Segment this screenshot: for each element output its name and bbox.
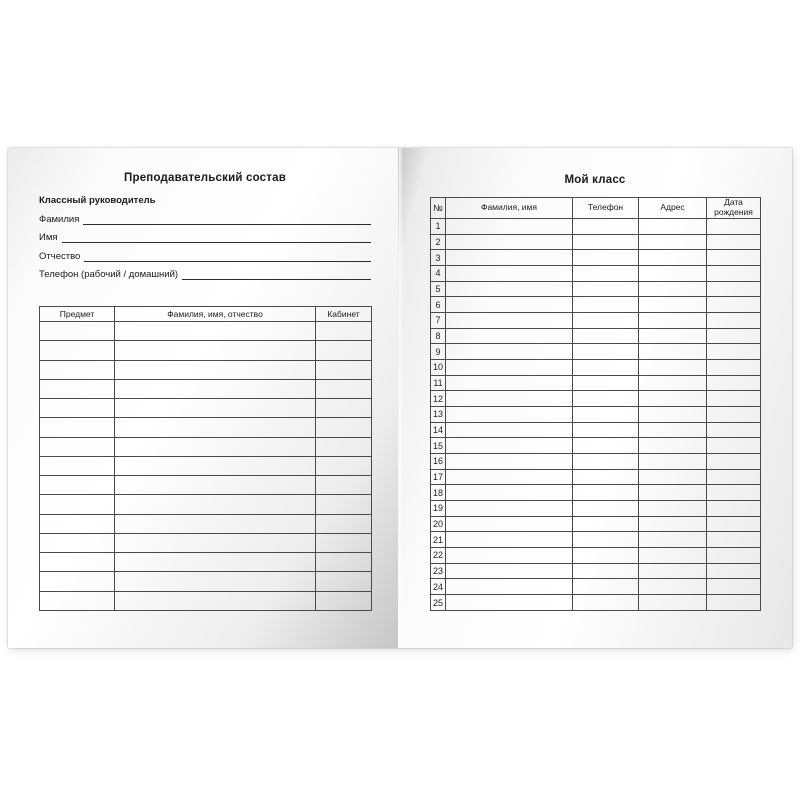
empty-cell	[573, 281, 639, 297]
empty-cell	[707, 438, 761, 454]
class-table-header-row	[431, 198, 761, 219]
empty-cell	[639, 438, 707, 454]
empty-cell	[573, 548, 639, 564]
empty-cell	[573, 532, 639, 548]
empty-cell	[446, 250, 573, 266]
table-row	[431, 375, 761, 391]
empty-cell	[639, 297, 707, 313]
empty-cell	[40, 360, 115, 379]
empty-cell	[573, 328, 639, 344]
empty-cell	[707, 548, 761, 564]
empty-cell	[573, 375, 639, 391]
row-number: 4	[431, 266, 446, 282]
empty-cell	[639, 250, 707, 266]
empty-cell	[316, 322, 372, 341]
empty-cell	[446, 548, 573, 564]
column-header-number: №	[431, 198, 446, 219]
table-row	[431, 219, 761, 235]
column-header-room: Кабинет	[316, 307, 372, 322]
empty-cell	[316, 379, 372, 398]
empty-cell	[639, 595, 707, 611]
class-teacher-fields	[39, 206, 371, 280]
empty-cell	[639, 563, 707, 579]
empty-cell	[115, 360, 316, 379]
row-number: 18	[431, 485, 446, 501]
class-table	[430, 197, 761, 611]
table-row	[431, 563, 761, 579]
table-row	[431, 360, 761, 376]
empty-cell	[573, 454, 639, 470]
empty-cell	[639, 532, 707, 548]
empty-cell	[40, 572, 115, 591]
row-number: 3	[431, 250, 446, 266]
empty-cell	[639, 485, 707, 501]
empty-cell	[446, 375, 573, 391]
empty-cell	[639, 469, 707, 485]
empty-cell	[316, 360, 372, 379]
row-number: 20	[431, 516, 446, 532]
field-label: Фамилия	[39, 213, 80, 225]
empty-cell	[40, 399, 115, 418]
row-number: 14	[431, 422, 446, 438]
empty-cell	[707, 485, 761, 501]
table-row	[431, 313, 761, 329]
empty-cell	[639, 219, 707, 235]
table-row	[40, 437, 372, 456]
empty-cell	[573, 579, 639, 595]
empty-cell	[573, 422, 639, 438]
empty-cell	[115, 437, 316, 456]
empty-cell	[707, 422, 761, 438]
empty-cell	[639, 344, 707, 360]
field-blank-line	[62, 242, 371, 243]
empty-cell	[40, 514, 115, 533]
column-header-phone: Телефон	[573, 198, 639, 219]
empty-cell	[446, 595, 573, 611]
empty-cell	[316, 514, 372, 533]
field-name	[39, 225, 371, 244]
empty-cell	[115, 495, 316, 514]
table-row	[431, 438, 761, 454]
empty-cell	[707, 532, 761, 548]
row-number: 8	[431, 328, 446, 344]
row-number: 10	[431, 360, 446, 376]
empty-cell	[316, 437, 372, 456]
empty-cell	[573, 266, 639, 282]
empty-cell	[115, 553, 316, 572]
page-title: Мой класс	[564, 174, 626, 186]
row-number: 9	[431, 344, 446, 360]
empty-cell	[316, 341, 372, 360]
empty-cell	[316, 591, 372, 610]
table-row	[431, 485, 761, 501]
table-row	[431, 454, 761, 470]
column-header-student-name: Фамилия, имя	[446, 198, 573, 219]
row-number: 21	[431, 532, 446, 548]
empty-cell	[707, 266, 761, 282]
empty-cell	[316, 495, 372, 514]
empty-cell	[40, 456, 115, 475]
table-row	[431, 548, 761, 564]
row-number: 16	[431, 454, 446, 470]
row-number: 6	[431, 297, 446, 313]
page-left	[8, 148, 398, 648]
row-number: 1	[431, 219, 446, 235]
field-label: Имя	[39, 232, 58, 243]
row-number: 24	[431, 579, 446, 595]
empty-cell	[639, 234, 707, 250]
empty-cell	[573, 360, 639, 376]
field-surname	[39, 206, 371, 225]
empty-cell	[573, 391, 639, 407]
empty-cell	[115, 533, 316, 552]
empty-cell	[446, 422, 573, 438]
row-number: 17	[431, 469, 446, 485]
empty-cell	[446, 579, 573, 595]
empty-cell	[573, 297, 639, 313]
table-row	[431, 234, 761, 250]
empty-cell	[573, 219, 639, 235]
table-row	[431, 516, 761, 532]
empty-cell	[40, 553, 115, 572]
empty-cell	[446, 407, 573, 423]
empty-cell	[316, 476, 372, 495]
empty-cell	[446, 438, 573, 454]
table-row	[40, 591, 372, 610]
empty-cell	[639, 391, 707, 407]
empty-cell	[707, 501, 761, 517]
table-row	[431, 469, 761, 485]
empty-cell	[707, 579, 761, 595]
empty-cell	[573, 438, 639, 454]
empty-cell	[40, 322, 115, 341]
empty-cell	[40, 476, 115, 495]
empty-cell	[40, 437, 115, 456]
empty-cell	[639, 407, 707, 423]
section-heading: Классный руководитель	[39, 195, 156, 206]
empty-cell	[707, 595, 761, 611]
empty-cell	[707, 250, 761, 266]
empty-cell	[446, 485, 573, 501]
empty-cell	[446, 454, 573, 470]
table-row	[431, 407, 761, 423]
empty-cell	[115, 514, 316, 533]
empty-cell	[639, 516, 707, 532]
table-row	[431, 501, 761, 517]
empty-cell	[639, 579, 707, 595]
empty-cell	[573, 516, 639, 532]
field-label: Отчество	[39, 250, 81, 262]
empty-cell	[446, 469, 573, 485]
empty-cell	[639, 328, 707, 344]
empty-cell	[639, 548, 707, 564]
empty-cell	[446, 501, 573, 517]
field-label: Телефон (рабочий / домашний)	[39, 269, 179, 280]
empty-cell	[446, 516, 573, 532]
empty-cell	[707, 234, 761, 250]
empty-cell	[446, 234, 573, 250]
row-number: 25	[431, 595, 446, 611]
empty-cell	[316, 553, 372, 572]
empty-cell	[446, 391, 573, 407]
empty-cell	[707, 375, 761, 391]
table-row	[431, 266, 761, 282]
empty-cell	[707, 563, 761, 579]
empty-cell	[115, 379, 316, 398]
table-row	[431, 328, 761, 344]
empty-cell	[639, 422, 707, 438]
table-row	[40, 341, 372, 360]
table-row	[40, 418, 372, 437]
row-number: 23	[431, 563, 446, 579]
empty-cell	[639, 313, 707, 329]
empty-cell	[316, 533, 372, 552]
table-row	[431, 281, 761, 297]
table-row	[40, 476, 372, 495]
column-header-subject: Предмет	[40, 307, 115, 322]
page-title: Преподавательский состав	[124, 172, 286, 184]
row-number: 7	[431, 313, 446, 329]
empty-cell	[446, 281, 573, 297]
table-row	[431, 595, 761, 611]
row-number: 19	[431, 501, 446, 517]
table-row	[40, 399, 372, 418]
staff-table-header-row	[40, 307, 372, 322]
empty-cell	[446, 219, 573, 235]
empty-cell	[316, 572, 372, 591]
empty-cell	[573, 344, 639, 360]
empty-cell	[639, 281, 707, 297]
empty-cell	[115, 476, 316, 495]
row-number: 12	[431, 391, 446, 407]
field-blank-line	[83, 224, 371, 225]
empty-cell	[573, 250, 639, 266]
empty-cell	[707, 344, 761, 360]
empty-cell	[40, 341, 115, 360]
empty-cell	[639, 454, 707, 470]
page-right	[398, 148, 792, 648]
empty-cell	[115, 322, 316, 341]
empty-cell	[707, 297, 761, 313]
empty-cell	[573, 563, 639, 579]
table-row	[431, 250, 761, 266]
class-table-body	[431, 219, 761, 611]
empty-cell	[573, 234, 639, 250]
empty-cell	[707, 281, 761, 297]
staff-table-body	[40, 322, 372, 611]
table-row	[431, 532, 761, 548]
table-row	[431, 579, 761, 595]
empty-cell	[316, 418, 372, 437]
column-header-address: Адрес	[639, 198, 707, 219]
empty-cell	[639, 501, 707, 517]
row-number: 13	[431, 407, 446, 423]
row-number: 15	[431, 438, 446, 454]
diary-spread	[8, 148, 792, 648]
empty-cell	[707, 391, 761, 407]
empty-cell	[573, 469, 639, 485]
empty-cell	[639, 375, 707, 391]
empty-cell	[707, 219, 761, 235]
table-row	[431, 391, 761, 407]
empty-cell	[40, 495, 115, 514]
empty-cell	[115, 572, 316, 591]
table-row	[40, 495, 372, 514]
field-phone	[39, 262, 371, 281]
staff-table	[39, 306, 372, 611]
row-number: 2	[431, 234, 446, 250]
table-row	[40, 514, 372, 533]
empty-cell	[707, 328, 761, 344]
empty-cell	[573, 595, 639, 611]
field-blank-line	[182, 279, 371, 280]
empty-cell	[40, 591, 115, 610]
empty-cell	[316, 456, 372, 475]
empty-cell	[316, 399, 372, 418]
empty-cell	[707, 469, 761, 485]
empty-cell	[446, 360, 573, 376]
empty-cell	[573, 485, 639, 501]
empty-cell	[707, 313, 761, 329]
row-number: 11	[431, 375, 446, 391]
row-number: 5	[431, 281, 446, 297]
table-row	[40, 360, 372, 379]
empty-cell	[446, 344, 573, 360]
empty-cell	[115, 456, 316, 475]
empty-cell	[40, 379, 115, 398]
empty-cell	[573, 407, 639, 423]
empty-cell	[707, 407, 761, 423]
field-patronymic	[39, 243, 371, 262]
empty-cell	[115, 399, 316, 418]
empty-cell	[446, 563, 573, 579]
column-header-birthdate: Дата рождения	[707, 198, 761, 219]
table-row	[431, 344, 761, 360]
column-header-teacher-name: Фамилия, имя, отчество	[115, 307, 316, 322]
empty-cell	[446, 313, 573, 329]
empty-cell	[115, 418, 316, 437]
empty-cell	[707, 360, 761, 376]
empty-cell	[115, 591, 316, 610]
table-row	[431, 422, 761, 438]
empty-cell	[639, 360, 707, 376]
field-blank-line	[84, 261, 371, 262]
empty-cell	[707, 516, 761, 532]
table-row	[40, 322, 372, 341]
empty-cell	[115, 341, 316, 360]
table-row	[40, 379, 372, 398]
empty-cell	[446, 297, 573, 313]
empty-cell	[446, 532, 573, 548]
empty-cell	[639, 266, 707, 282]
table-row	[40, 572, 372, 591]
row-number: 22	[431, 548, 446, 564]
empty-cell	[446, 328, 573, 344]
empty-cell	[707, 454, 761, 470]
empty-cell	[573, 501, 639, 517]
table-row	[431, 297, 761, 313]
empty-cell	[40, 533, 115, 552]
table-row	[40, 456, 372, 475]
empty-cell	[446, 266, 573, 282]
empty-cell	[40, 418, 115, 437]
table-row	[40, 553, 372, 572]
empty-cell	[573, 313, 639, 329]
table-row	[40, 533, 372, 552]
